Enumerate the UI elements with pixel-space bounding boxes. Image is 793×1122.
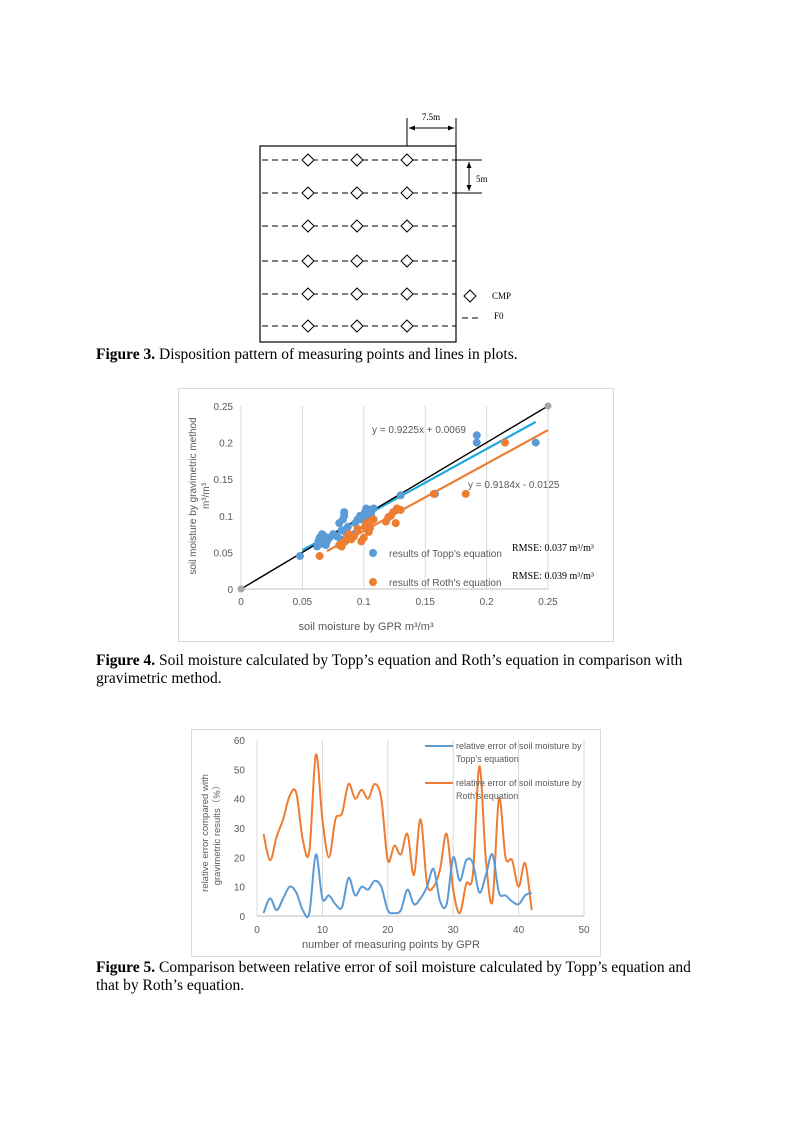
cmp-point-diamond-icon [401, 255, 413, 267]
x-tick-label: 20 [382, 925, 394, 936]
y-tick-label: 0.25 [213, 402, 233, 413]
cmp-point-diamond-icon [401, 320, 413, 332]
figure-4-chart [178, 388, 614, 642]
cmp-point-diamond-icon [302, 255, 314, 267]
caption-text: Disposition pattern of measuring points and lines in plots. [155, 346, 518, 363]
cmp-point-diamond-icon [351, 154, 363, 166]
cmp-point-diamond-icon [351, 220, 363, 232]
x-tick-label: 0.2 [479, 597, 494, 608]
plot-boundary [260, 146, 456, 342]
x-tick-label: 50 [578, 925, 590, 936]
x-tick-label: 0.05 [292, 597, 313, 608]
legend-roth-marker [369, 578, 377, 586]
data-point [354, 525, 362, 533]
cmp-point-diamond-icon [401, 220, 413, 232]
data-point [340, 508, 348, 516]
legend-roth-label: results of Roth's equation [389, 578, 502, 589]
cmp-point-diamond-icon [351, 255, 363, 267]
arrowhead-right [448, 126, 454, 131]
y-tick-label: 0 [227, 585, 233, 596]
figure-5-caption [96, 959, 716, 995]
x-tick-label: 0 [254, 925, 260, 936]
y-tick-label: 20 [233, 853, 245, 865]
y-tick-label: 0.1 [219, 511, 233, 523]
data-point [350, 532, 358, 540]
topp-fit-equation: y = 0.9225x + 0.0069 [372, 425, 466, 436]
figure-3-diagram [0, 0, 793, 360]
dim-vertical-label: 5m [476, 174, 488, 184]
x-tick-label: 30 [447, 925, 459, 936]
cmp-point-diamond-icon [401, 154, 413, 166]
caption-text: Comparison between relative error of soil moisture calculated by Topp’s equation and that by Roth’s equation. [96, 959, 691, 994]
y-tick-label: 0 [239, 912, 245, 923]
data-point [370, 515, 378, 523]
y-axis-label-line1: relative error compared with [200, 774, 211, 892]
arrowhead-down [467, 185, 472, 191]
figure-5-chart [191, 729, 601, 957]
cmp-point-diamond-icon [302, 154, 314, 166]
arrowhead-up [467, 162, 472, 168]
legend-roth-label-line2: Roth's equation [456, 791, 519, 801]
identity-endpoint [545, 403, 552, 410]
legend-cmp-label: CMP [492, 291, 512, 301]
cmp-point-diamond-icon [302, 187, 314, 199]
legend-line-label: F0 [494, 311, 504, 321]
y-axis-label-line2: gravimetric results（%） [212, 780, 223, 886]
y-tick-label: 10 [233, 882, 245, 894]
legend-topp-label-line1: relative error of soil moisture by [456, 741, 582, 751]
rmse-topp-annotation: RMSE: 0.037 m³/m³ [512, 543, 594, 554]
cmp-point-diamond-icon [351, 320, 363, 332]
y-tick-label: 0.15 [213, 475, 233, 487]
caption-label: Figure 5. [96, 959, 156, 976]
figure-4-caption [96, 652, 716, 688]
roth-fit-equation: y = 0.9184x - 0.0125 [468, 480, 560, 491]
data-point [430, 490, 438, 498]
figure-3-caption [96, 346, 716, 364]
chart-frame [192, 730, 601, 957]
legend-topp-label-line2: Topp's equation [456, 754, 519, 764]
x-axis-label: number of measuring points by GPR [302, 939, 480, 951]
caption-label: Figure 4. [96, 652, 156, 669]
data-point [370, 504, 378, 512]
legend-topp-marker [369, 549, 377, 557]
cmp-point-diamond-icon [302, 288, 314, 300]
x-axis-label: soil moisture by GPR m³/m³ [298, 621, 434, 633]
legend-topp-label: results of Topp's equation [389, 549, 502, 560]
data-point [501, 439, 509, 447]
data-point [397, 506, 405, 514]
y-tick-label: 40 [233, 794, 245, 806]
cmp-point-diamond-icon [351, 187, 363, 199]
y-tick-label: 30 [233, 824, 245, 835]
x-tick-label: 0.1 [356, 597, 371, 608]
data-point [473, 431, 481, 439]
x-tick-label: 10 [316, 925, 328, 936]
data-point [397, 491, 405, 499]
y-tick-label: 60 [233, 736, 245, 747]
cmp-point-diamond-icon [302, 320, 314, 332]
caption-text: Soil moisture calculated by Topp’s equation and Roth’s equation in comparison with gravimetric method. [96, 652, 683, 687]
y-tick-label: 0.05 [213, 548, 233, 560]
data-point [344, 523, 352, 531]
y-axis-label-line2: m³/m³ [201, 482, 212, 510]
identity-endpoint [238, 586, 245, 593]
y-axis-label-line1: soil moisture by gravimetric method [188, 417, 199, 575]
legend-roth-label-line1: relative error of soil moisture by [456, 778, 582, 788]
y-tick-label: 50 [233, 765, 245, 777]
caption-label: Figure 3. [96, 346, 156, 363]
x-tick-label: 0.15 [415, 597, 435, 608]
x-tick-label: 0 [238, 597, 244, 608]
x-tick-label: 40 [513, 925, 525, 936]
y-tick-label: 0.2 [219, 438, 233, 450]
cmp-point-diamond-icon [401, 187, 413, 199]
data-point [316, 552, 324, 560]
data-point [532, 439, 540, 447]
cmp-point-diamond-icon [351, 288, 363, 300]
data-point [462, 490, 470, 498]
data-point [296, 552, 304, 560]
cmp-legend-diamond-icon [464, 290, 476, 302]
measuring-lines [262, 154, 456, 332]
data-point [392, 519, 400, 527]
data-point [366, 524, 374, 532]
cmp-point-diamond-icon [302, 220, 314, 232]
data-point [473, 439, 481, 447]
dim-horizontal-label: 7.5m [421, 112, 441, 122]
rmse-roth-annotation: RMSE: 0.039 m³/m³ [512, 571, 594, 582]
arrowhead-left [409, 126, 415, 131]
x-tick-label: 0.25 [538, 597, 558, 608]
cmp-point-diamond-icon [401, 288, 413, 300]
